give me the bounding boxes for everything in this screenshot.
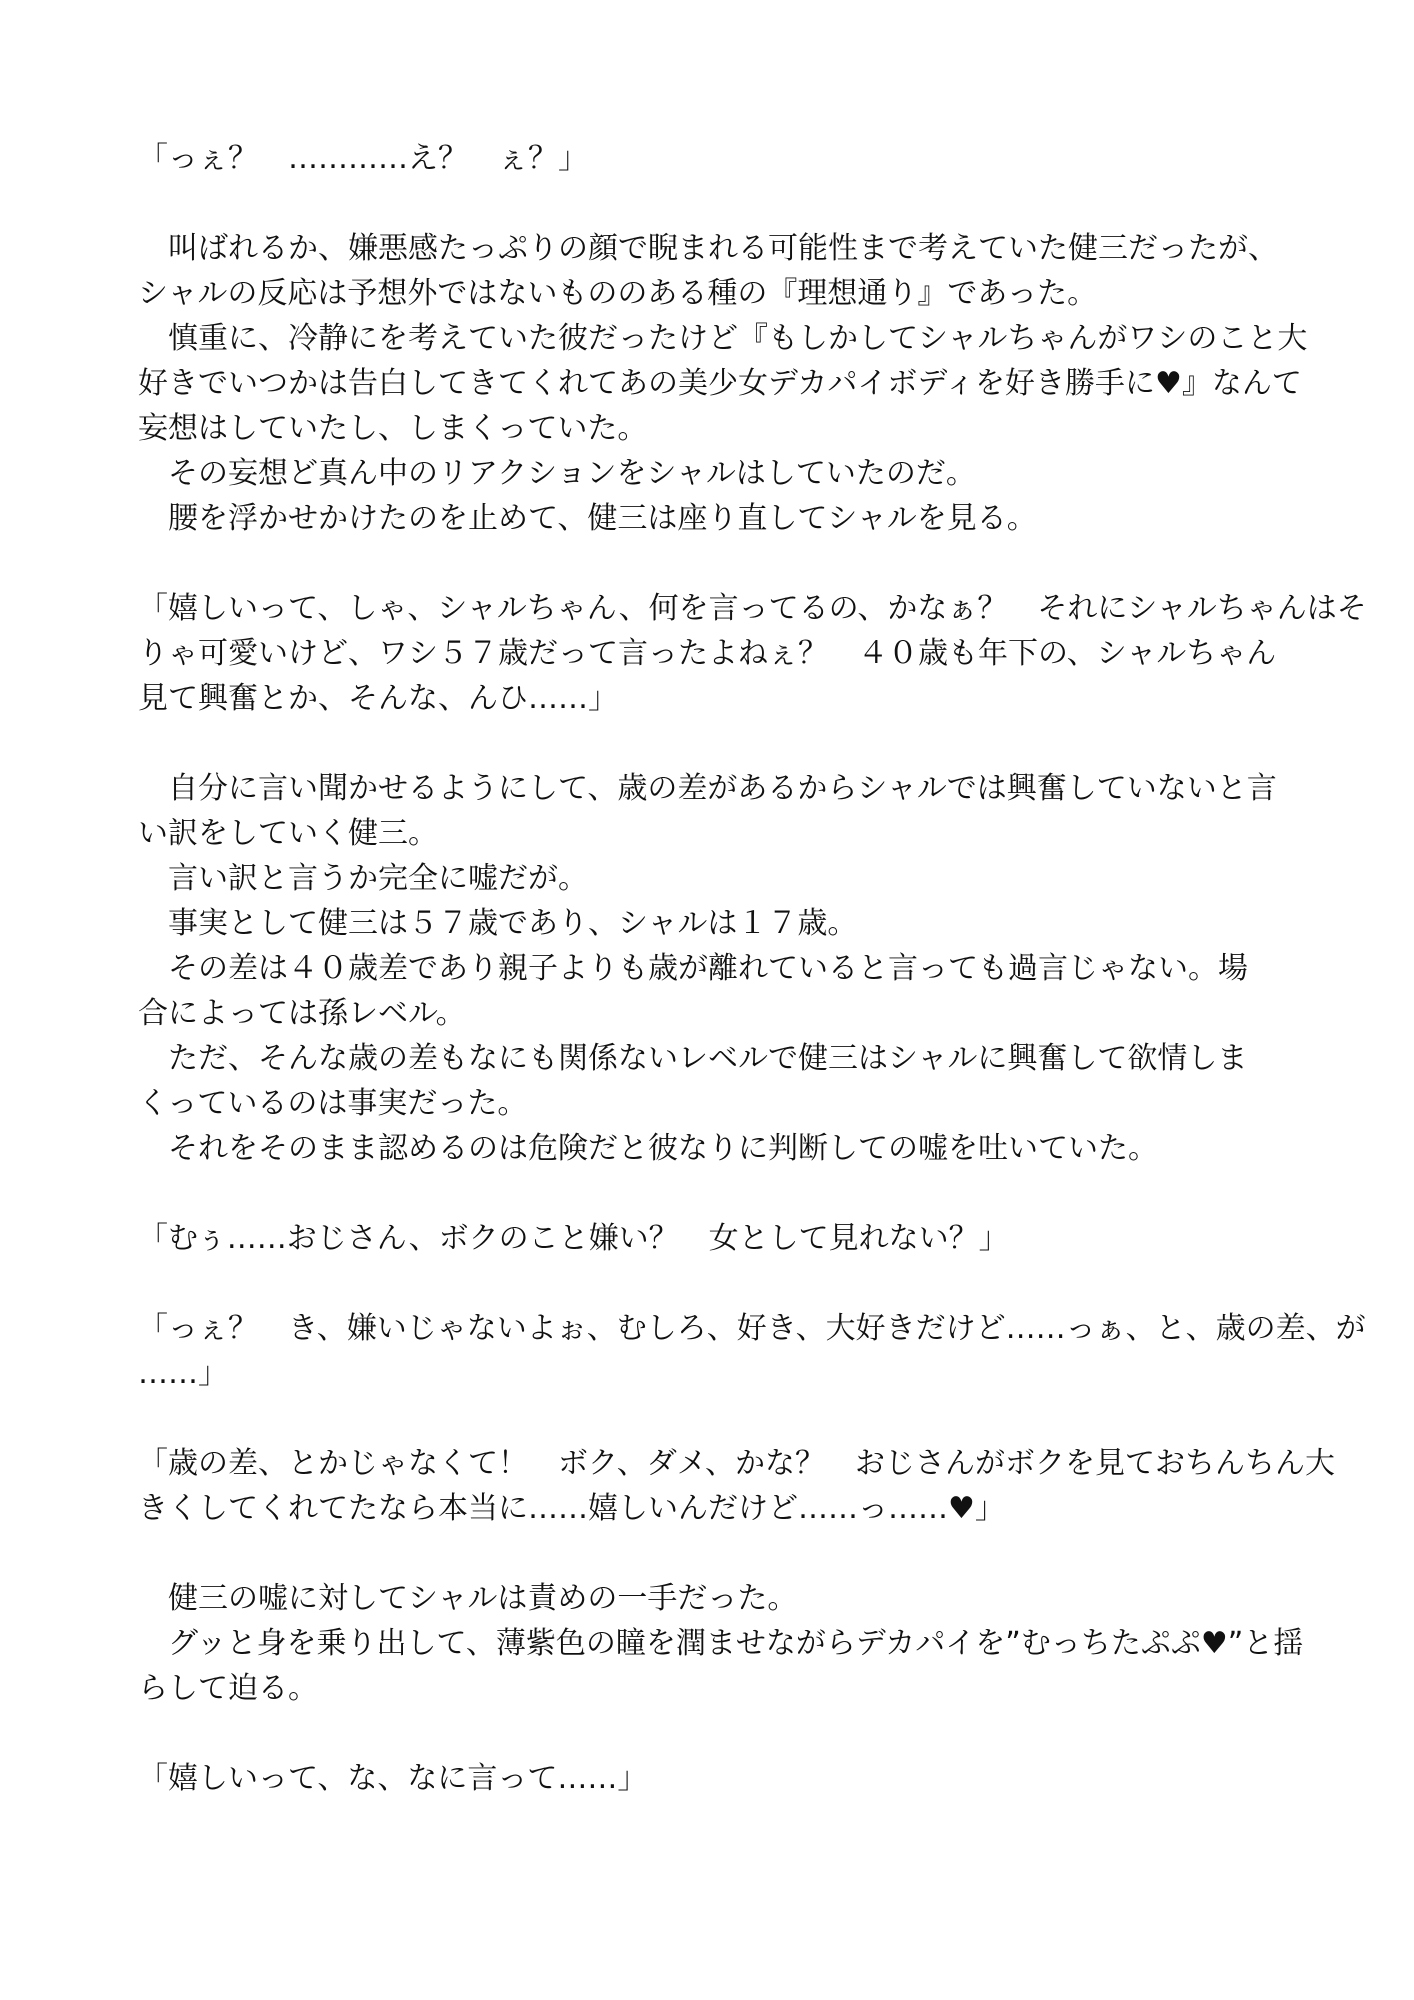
text-line: 好きでいつかは告白してきてくれてあの美少女デカパイボディを好き勝手に♥』なんて <box>138 366 1302 401</box>
text-line: い訳をしていく健三。 <box>138 816 438 851</box>
text-line: それをそのまま認めるのは危険だと彼なりに判断しての嘘を吐いていた。 <box>138 1131 1158 1166</box>
blank-line <box>138 181 1288 226</box>
text-line: その差は４０歳差であり親子よりも歳が離れていると言っても過言じゃない。場 <box>138 951 1248 986</box>
text-line: 慎重に、冷静にを考えていた彼だったけど『もしかしてシャルちゃんがワシのこと大 <box>138 321 1308 356</box>
text-line: 「歳の差、とかじゃなくて！ ボク、ダメ、かな？ おじさんがボクを見ておちんちん大 <box>138 1446 1335 1481</box>
blank-line <box>138 1531 1288 1576</box>
text-line: 「むぅ……おじさん、ボクのこと嫌い？ 女として見れない？」 <box>138 1221 1009 1256</box>
text-line: 腰を浮かせかけたのを止めて、健三は座り直してシャルを見る。 <box>138 501 1037 536</box>
text-line: 合によっては孫レベル。 <box>138 996 466 1031</box>
text-line: 見て興奮とか、そんな、んひ……」 <box>138 681 618 716</box>
text-line: 叫ばれるか、嫌悪感たっぷりの顔で睨まれる可能性まで考えていた健三だったが、 <box>138 231 1278 266</box>
text-line: 「っぇ？ き、嫌いじゃないよぉ、むしろ、好き、大好きだけど……っぁ、と、歳の差、が <box>138 1311 1366 1346</box>
blank-line <box>138 541 1288 586</box>
text-line: グッと身を乗り出して、薄紫色の瞳を潤ませながらデカパイを”むっちたぷぷ♥”と揺 <box>138 1626 1304 1661</box>
text-line: 事実として健三は５７歳であり、シャルは１７歳。 <box>138 906 858 941</box>
document-body <box>138 136 1367 1801</box>
text-line: ただ、そんな歳の差もなにも関係ないレベルで健三はシャルに興奮して欲情しま <box>138 1041 1248 1076</box>
blank-line <box>138 721 1288 766</box>
text-line: くっているのは事実だった。 <box>138 1086 528 1121</box>
text-line: 妄想はしていたし、しまくっていた。 <box>138 411 648 446</box>
text-line: シャルの反応は予想外ではないもののある種の『理想通り』であった。 <box>138 276 1098 311</box>
blank-line <box>138 1261 1288 1306</box>
text-line: その妄想ど真ん中のリアクションをシャルはしていたのだ。 <box>138 456 976 491</box>
text-line: 自分に言い聞かせるようにして、歳の差があるからシャルでは興奮していないと言 <box>138 771 1277 806</box>
text-line: 「嬉しいって、しゃ、シャルちゃん、何を言ってるの、かなぁ？ それにシャルちゃんはそ <box>138 591 1367 626</box>
text-line: ……」 <box>138 1356 228 1391</box>
blank-line <box>138 1171 1288 1216</box>
text-line: 健三の嘘に対してシャルは責めの一手だった。 <box>138 1581 798 1616</box>
text-line: 「っぇ？ …………え？ ぇ？」 <box>138 141 588 176</box>
text-line: 「嬉しいって、な、なに言って……」 <box>138 1761 648 1796</box>
blank-line <box>138 1396 1288 1441</box>
text-line: らして迫る。 <box>138 1671 318 1706</box>
text-line: 言い訳と言うか完全に嘘だが。 <box>138 861 588 896</box>
text-line: きくしてくれてたなら本当に……嬉しいんだけど……っ……♥」 <box>138 1491 1005 1526</box>
text-line: りゃ可愛いけど、ワシ５７歳だって言ったよねぇ？ ４０歳も年下の、シャルちゃん <box>138 636 1277 671</box>
blank-line <box>138 1711 1288 1756</box>
